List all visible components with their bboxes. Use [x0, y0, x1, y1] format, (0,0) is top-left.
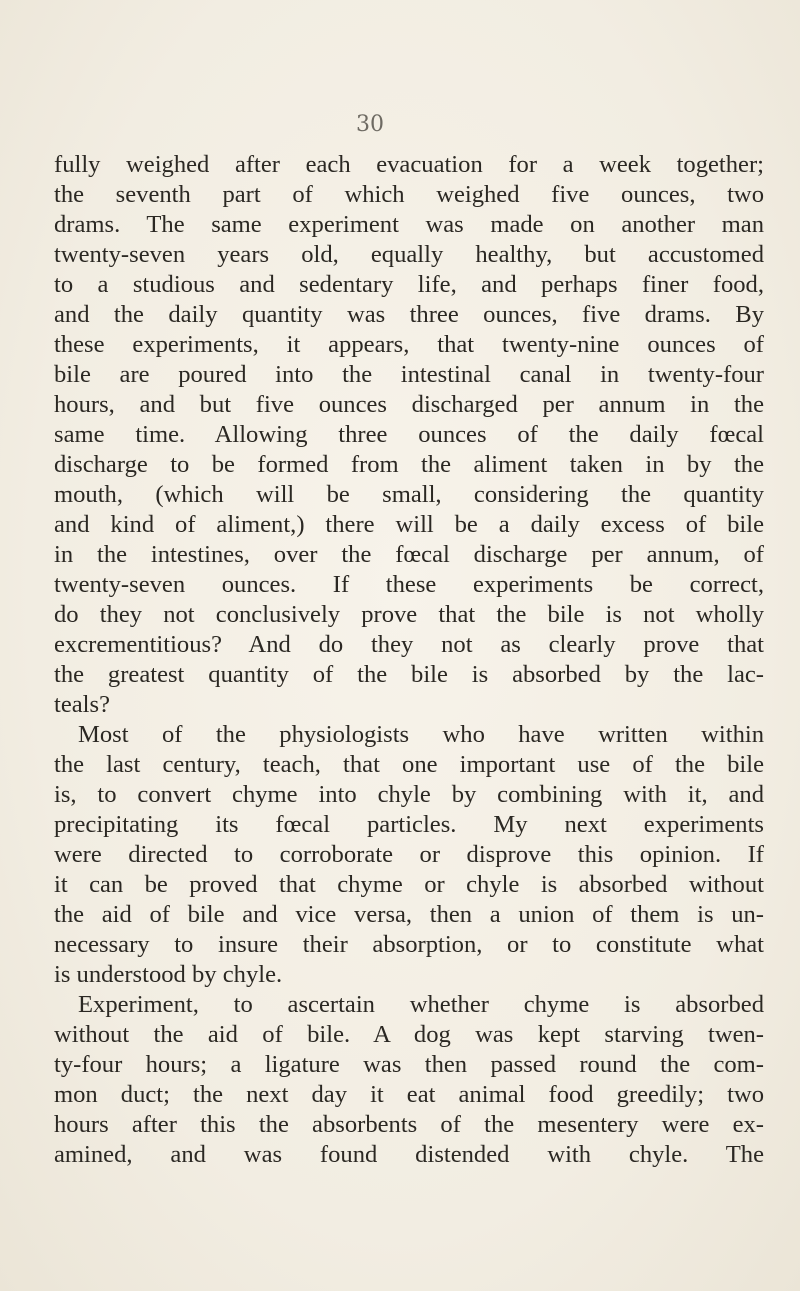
text-line: these experiments, it appears, that twenty-nine ounces of: [54, 331, 764, 358]
text-line: mouth, (which will be small, considering the quantity: [54, 481, 764, 508]
text-line: the aid of bile and vice versa, then a union of them is un-: [54, 901, 764, 928]
text-line: discharge to be formed from the aliment taken in by the: [54, 451, 764, 478]
page-number: 30: [356, 112, 384, 137]
text-line: necessary to insure their absorption, or to constitute what: [54, 931, 764, 958]
text-line: precipitating its fœcal particles. My next experiments: [54, 811, 764, 838]
text-line: twenty-seven ounces. If these experiments be correct,: [54, 571, 764, 598]
text-line: mon duct; the next day it eat animal food greedily; two: [54, 1081, 764, 1108]
text-line: amined, and was found distended with chyle. The: [54, 1141, 764, 1168]
text-line: twenty-seven years old, equally healthy, but accustomed: [54, 241, 764, 268]
text-line: drams. The same experiment was made on another man: [54, 211, 764, 238]
text-line: is understood by chyle.: [54, 961, 283, 988]
text-line: the greatest quantity of the bile is absorbed by the lac-: [54, 661, 764, 688]
text-line: were directed to corroborate or disprove this opinion. If: [54, 841, 764, 868]
text-line: in the intestines, over the fœcal discharge per annum, of: [54, 541, 764, 568]
paragraph-start-line: Most of the physiologists who have written within: [78, 721, 764, 748]
text-line: excrementitious? And do they not as clearly prove that: [54, 631, 764, 658]
text-line: ty-four hours; a ligature was then passed round the com-: [54, 1051, 764, 1078]
body-text: [54, 150, 764, 1170]
text-line: and kind of aliment,) there will be a daily excess of bile: [54, 511, 764, 538]
text-line: same time. Allowing three ounces of the daily fœcal: [54, 421, 764, 448]
text-line: without the aid of bile. A dog was kept starving twen-: [54, 1021, 764, 1048]
text-line: the seventh part of which weighed five ounces, two: [54, 181, 764, 208]
text-line: hours, and but five ounces discharged per annum in the: [54, 391, 764, 418]
text-line: fully weighed after each evacuation for a week together;: [54, 151, 764, 178]
text-line: bile are poured into the intestinal canal in twenty-four: [54, 361, 764, 388]
text-line: is, to convert chyme into chyle by combining with it, and: [54, 781, 764, 808]
text-line: do they not conclusively prove that the bile is not wholly: [54, 601, 764, 628]
text-line: to a studious and sedentary life, and perhaps finer food,: [54, 271, 764, 298]
text-line: the last century, teach, that one important use of the bile: [54, 751, 764, 778]
text-line: it can be proved that chyme or chyle is absorbed without: [54, 871, 764, 898]
paragraph-start-line: Experiment, to ascertain whether chyme is absorbed: [78, 991, 764, 1018]
text-line: and the daily quantity was three ounces, five drams. By: [54, 301, 764, 328]
text-line: hours after this the absorbents of the mesentery were ex-: [54, 1111, 764, 1138]
text-line: teals?: [54, 691, 110, 718]
